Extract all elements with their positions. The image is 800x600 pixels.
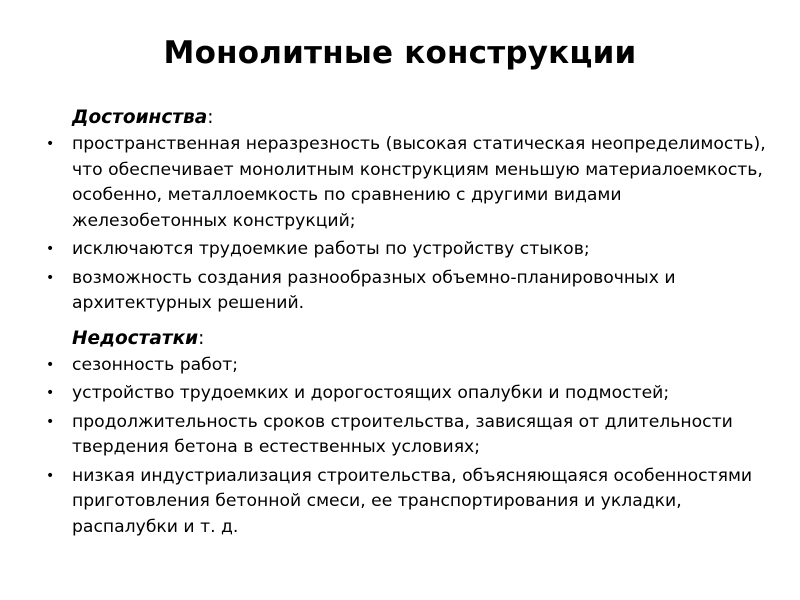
- slide-content: [46, 104, 766, 543]
- advantages-list: [46, 132, 766, 317]
- list-item-text: сезонность работ;: [72, 354, 239, 375]
- list-item-text: возможность создания разнообразных объемно-планировочных и архитектурных решений.: [72, 267, 676, 313]
- bullet-icon: •: [46, 136, 55, 152]
- bullet-icon: •: [46, 269, 55, 286]
- list-item-text: продолжительность сроков строительства, зависящая от длительности твердения бетона в естественных условиях;: [72, 411, 733, 457]
- bullet-icon: •: [46, 356, 55, 373]
- list-item: [46, 266, 766, 317]
- advantages-heading-colon: :: [207, 107, 214, 128]
- disadvantages-heading-colon: :: [198, 327, 205, 349]
- list-item: [46, 410, 766, 461]
- list-item-text: пространственная неразрезность (высокая статическая неопределимость), что обеспечивает монолитным конструкциям меньшую материалоемкость, особенно, металлоемкость по сравнению с другими видами железобетонных конструкций;: [72, 134, 766, 231]
- list-item: [46, 237, 766, 263]
- disadvantages-list: [46, 353, 766, 541]
- disadvantages-heading: [46, 325, 766, 352]
- advantages-heading-label: Достоинства: [72, 107, 208, 128]
- list-item: [46, 132, 766, 234]
- bullet-icon: •: [46, 467, 55, 484]
- list-item-text: устройство трудоемких и дорогостоящих опалубки и подмостей;: [72, 383, 670, 403]
- list-item: [46, 353, 766, 379]
- list-item-text: исключаются трудоемкие работы по устройству стыков;: [72, 239, 590, 259]
- bullet-icon: •: [46, 413, 55, 430]
- list-item: [46, 381, 766, 407]
- list-item: [46, 464, 766, 541]
- list-item-text: низкая индустриализация строительства, объясняющаяся особенностями приготовления бетонной смеси, ее транспортирования и укладки, распалубки и т. д.: [72, 465, 753, 537]
- slide-title: Монолитные конструкции: [163, 35, 637, 71]
- advantages-heading: [46, 104, 766, 131]
- bullet-icon: •: [46, 385, 55, 401]
- disadvantages-heading-label: Недостатки: [72, 327, 199, 349]
- bullet-icon: •: [46, 241, 55, 257]
